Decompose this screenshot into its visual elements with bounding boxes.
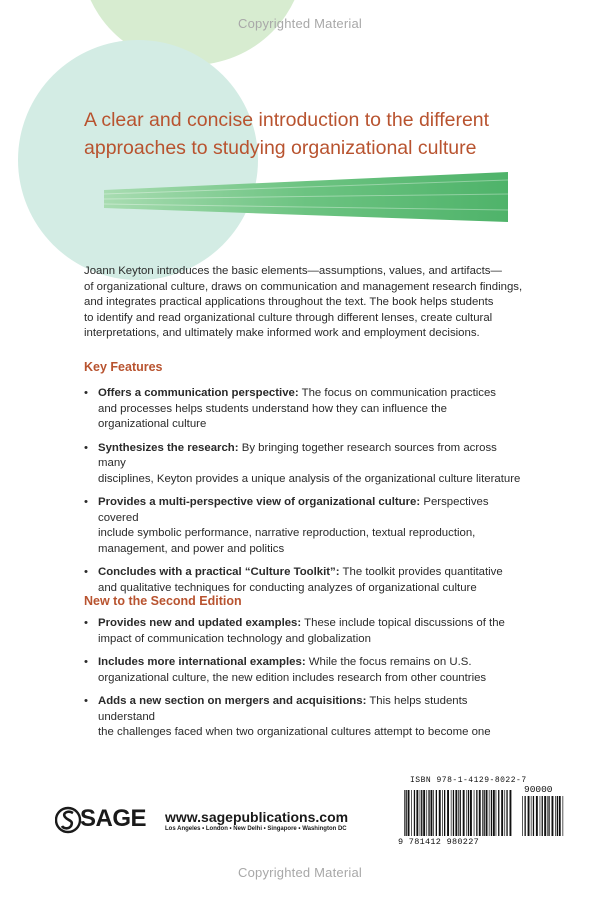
- barcode-bar: [431, 790, 433, 836]
- publisher-cities: Los Angeles • London • New Delhi • Singapore • Washington DC: [165, 826, 347, 832]
- barcode-bar: [486, 790, 488, 836]
- item-lead: Adds a new section on mergers and acquisitions:: [98, 695, 367, 707]
- key-features-list: [84, 386, 524, 604]
- intro-paragraph: [84, 264, 524, 342]
- barcode-bar: [411, 790, 412, 836]
- bullet-icon: •: [84, 617, 88, 629]
- new-edition-list: [84, 616, 524, 749]
- bullet-icon: •: [84, 566, 88, 578]
- barcode-bar: [442, 790, 443, 836]
- headline: [84, 106, 544, 162]
- barcode-bar: [547, 796, 548, 836]
- intro-line: and integrates practical applications throughout the text. The book helps students: [84, 296, 494, 308]
- item-text: The focus on communication practices: [298, 387, 496, 399]
- item-text: Perspectives covered: [98, 496, 489, 524]
- barcode-bar: [491, 790, 492, 836]
- list-item: [84, 694, 524, 741]
- barcode-bar: [455, 790, 457, 836]
- barcode-bar: [506, 790, 507, 836]
- barcode-bar: [428, 790, 429, 836]
- barcode-bar: [489, 790, 490, 836]
- bullet-icon: •: [84, 656, 88, 668]
- addon-barcode: [521, 796, 565, 836]
- intro-line: of organizational culture, draws on communication and management research findings,: [84, 280, 523, 293]
- publisher-website: www.sagepublications.com: [165, 809, 349, 825]
- headline-line-1: A clear and concise introduction to the different: [84, 109, 490, 131]
- bullet-icon: •: [84, 387, 88, 399]
- item-text: management, and power and politics: [98, 542, 285, 555]
- barcode-bar: [563, 796, 564, 836]
- item-lead: Concludes with a practical “Culture Toolkit”:: [98, 566, 340, 578]
- barcode-bar: [444, 790, 445, 836]
- item-lead: Provides a multi-perspective view of organizational culture:: [98, 496, 421, 508]
- barcode-bar: [542, 796, 543, 836]
- isbn-barcode: [403, 790, 513, 836]
- new-edition-title: New to the Second Edition: [84, 594, 242, 608]
- barcode-bar: [420, 790, 421, 836]
- barcode-bar: [498, 790, 499, 836]
- item-text: and qualitative techniques for conducting analyzes of organizational culture: [98, 581, 477, 594]
- barcode-bar: [555, 796, 556, 836]
- barcode-bar: [533, 796, 534, 836]
- bullet-icon: •: [84, 441, 88, 454]
- list-item: [84, 655, 524, 686]
- barcode-bar: [531, 796, 532, 836]
- barcode-bar: [510, 790, 512, 836]
- barcode-bar: [504, 790, 505, 836]
- barcode-bar: [470, 790, 472, 836]
- barcode-number: 9 781412 980227: [398, 837, 480, 847]
- barcode-bar: [433, 790, 434, 836]
- barcode-bar: [544, 796, 546, 836]
- barcode-bar: [557, 796, 558, 836]
- intro-line: Joann Keyton introduces the basic elements—assumptions, values, and artifacts—: [84, 265, 502, 277]
- barcode-bar: [536, 796, 538, 836]
- item-text: the challenges faced when two organizational cultures attempt to become one: [98, 726, 491, 738]
- barcode-bar: [453, 790, 454, 836]
- list-item: [84, 495, 524, 557]
- item-text: organizational culture: [98, 418, 207, 430]
- barcode-bar: [501, 790, 503, 836]
- barcode-bar: [525, 796, 526, 836]
- barcode-bar: [522, 796, 523, 836]
- item-text: include symbolic performance, narrative reproduction, textual reproduction,: [98, 527, 476, 539]
- barcode-bar: [466, 790, 467, 836]
- barcode-bar: [436, 790, 437, 836]
- list-item: [84, 441, 524, 488]
- barcode-bar: [426, 790, 427, 836]
- barcode-addon-number: 90000: [524, 784, 553, 795]
- barcode-bar: [423, 790, 425, 836]
- intro-line: interpretations, and ultimately make informed work and employment decisions.: [84, 327, 480, 339]
- barcode-bar: [414, 790, 415, 836]
- bullet-icon: •: [84, 695, 88, 707]
- intro-line: to identify and read organizational culture through different lenses, create cultural: [84, 311, 493, 324]
- barcode-bar: [559, 796, 561, 836]
- item-text: These include topical discussions of the: [301, 617, 505, 629]
- barcode-bar: [476, 790, 477, 836]
- decorative-green-banner: [104, 172, 508, 222]
- key-features-title: Key Features: [84, 360, 163, 374]
- item-text: and processes helps students understand how they can influence the: [98, 402, 447, 415]
- item-text: The toolkit provides quantitative: [339, 566, 503, 578]
- barcode-bar: [460, 790, 461, 836]
- headline-line-2: approaches to studying organizational culture: [84, 137, 477, 159]
- barcode-bar: [458, 790, 459, 836]
- item-text: By bringing together research sources from across many: [98, 441, 497, 469]
- bullet-icon: •: [84, 496, 88, 508]
- barcode-bar: [484, 790, 485, 836]
- item-lead: Includes more international examples:: [98, 656, 306, 668]
- list-item: [84, 386, 524, 433]
- barcode-bar: [540, 796, 541, 836]
- item-text: disciplines, Keyton provides a unique analysis of the organizational culture literature: [98, 472, 521, 485]
- barcode-bar: [416, 790, 418, 836]
- barcode-bar: [493, 790, 495, 836]
- barcode-bar: [479, 790, 481, 836]
- isbn-label: ISBN 978-1-4129-8022-7: [410, 776, 527, 785]
- barcode-bar: [552, 796, 554, 836]
- item-text: While the focus remains on U.S.: [305, 656, 472, 668]
- barcode-bar: [474, 790, 475, 836]
- barcode-bar: [421, 790, 422, 836]
- barcode-bar: [463, 790, 465, 836]
- barcode-bar: [406, 790, 407, 836]
- list-item: [84, 616, 524, 647]
- item-text: organizational culture, the new edition includes research from other countries: [98, 671, 487, 684]
- barcode-bar: [468, 790, 469, 836]
- barcode-bar: [528, 796, 530, 836]
- watermark-bottom: Copyrighted Material: [238, 865, 362, 880]
- item-text: impact of communication technology and globalization: [98, 632, 371, 645]
- barcode-bar: [404, 790, 405, 836]
- watermark-top: Copyrighted Material: [238, 16, 362, 31]
- item-lead: Provides new and updated examples:: [98, 617, 302, 629]
- item-lead: Synthesizes the research:: [98, 441, 239, 454]
- barcode-bar: [447, 790, 449, 836]
- barcode-bar: [439, 790, 441, 836]
- barcode-bar: [548, 796, 549, 836]
- barcode-bar: [408, 790, 410, 836]
- list-item: [84, 565, 524, 596]
- item-text: This helps students understand: [98, 695, 468, 723]
- publisher-logo-text: SAGE: [80, 805, 147, 832]
- item-lead: Offers a communication perspective:: [98, 387, 299, 399]
- barcode-bar: [482, 790, 483, 836]
- barcode-bar: [496, 790, 497, 836]
- barcode-bar: [451, 790, 452, 836]
